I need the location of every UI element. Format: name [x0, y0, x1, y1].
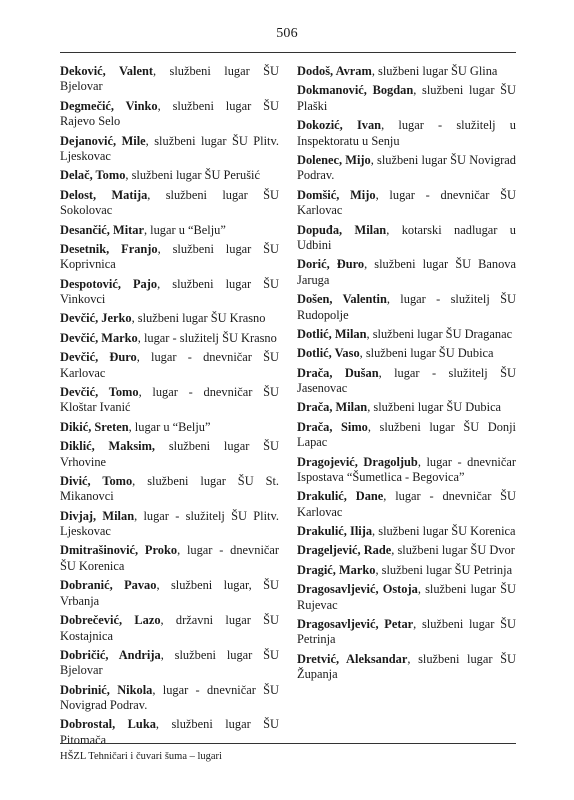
entry-name: Desančić, Mitar	[60, 222, 144, 237]
entry-name: Dretvić, Aleksandar	[297, 651, 408, 666]
register-entry	[297, 543, 516, 558]
entry-description: , službeni lugar ŠU Draganac	[366, 326, 513, 341]
entry-name: Dragosavljević, Petar	[297, 616, 414, 631]
entry-description: , lugar u “Belju”	[143, 222, 226, 237]
entry-description: , službeni lugar ŠU Dubica	[359, 346, 494, 361]
register-entry	[60, 277, 279, 308]
entry-name: Degmečić, Vinko	[60, 98, 158, 113]
entry-description: , lugar - dnevničar ŠU Karlovac	[297, 489, 516, 519]
entry-description: , službeni lugar ŠU Koprivnica	[60, 241, 280, 272]
entry-description: , lugar - služitelj ŠU Rudopolje	[297, 292, 516, 322]
register-entry	[297, 257, 516, 288]
entry-description: , kotarski nadlugar u Udbini	[297, 222, 517, 252]
entry-name: Dodoš, Avram	[297, 64, 372, 78]
register-entry	[60, 439, 279, 470]
entry-description: , lugar - dnevničar ŠU Korenica	[60, 543, 280, 573]
entry-description: , službeni lugar ŠU Bjelovar	[60, 64, 280, 94]
register-entry	[60, 311, 279, 326]
register-entry	[60, 64, 279, 95]
entry-name: Dotlić, Vaso	[297, 346, 360, 361]
entry-name: Despotović, Pajo	[60, 276, 158, 291]
entry-description: , lugar - dnevničar ŠU Kloštar Ivanić	[60, 384, 279, 415]
register-entry	[60, 242, 279, 273]
register-entry	[60, 331, 279, 346]
entry-description: , lugar - dnevničar ŠU Karlovac	[60, 350, 279, 380]
register-entry	[60, 350, 279, 381]
register-entry	[60, 188, 279, 219]
entry-name: Divić, Tomo	[60, 473, 133, 488]
register-entry	[60, 134, 279, 165]
entry-name: Dotlić, Milan	[297, 326, 367, 341]
entry-description: , lugar u “Belju”	[128, 419, 211, 434]
entry-name: Dragosavljević, Ostoja	[297, 582, 418, 597]
entry-name: Dolenec, Mijo	[297, 152, 371, 167]
entry-description: , službeni lugar ŠU Glina	[371, 64, 498, 78]
entry-name: Dejanović, Mile	[60, 133, 146, 148]
entry-name: Dokozić, Ivan	[297, 118, 382, 133]
entry-description: , službeni lugar ŠU Bjelovar	[60, 647, 279, 678]
entry-name: Dokmanović, Bogdan	[297, 83, 414, 98]
entry-name: Dobrečević, Lazo	[60, 613, 161, 628]
entry-name: Devčić, Tomo	[60, 384, 139, 399]
register-entry	[297, 83, 516, 114]
entry-description: , službeni lugar ŠU Plitv. Ljeskovac	[60, 133, 279, 164]
entry-name: Dobranić, Pavao	[60, 578, 157, 593]
entry-description: , službeni lugar ŠU Rajevo Selo	[60, 98, 279, 129]
entry-description: , službeni lugar ŠU Perušić	[125, 168, 260, 183]
register-entry	[60, 420, 279, 435]
entry-name: Delač, Tomo	[60, 168, 126, 183]
register-entry	[297, 400, 516, 415]
register-entry	[297, 366, 516, 397]
register-entry	[60, 385, 279, 416]
entry-description: službeni lugar ŠU Vrhovine	[60, 439, 280, 469]
right-column	[297, 64, 516, 687]
register-entry	[297, 563, 516, 578]
register-entry	[60, 509, 279, 540]
entry-name: Dikić, Sreten	[60, 419, 129, 434]
footer-divider	[60, 743, 516, 744]
register-entry	[60, 613, 279, 644]
entry-description: , lugar - služitelj ŠU Plitv. Ljeskovac	[60, 508, 279, 539]
register-entry	[297, 420, 516, 451]
register-entry	[60, 648, 279, 679]
register-entry	[297, 118, 516, 149]
entry-name: Domšić, Mijo	[297, 187, 376, 202]
register-entry	[60, 474, 279, 505]
left-column	[60, 64, 279, 752]
register-entry	[297, 327, 516, 342]
entry-name: Devčić, Đuro	[60, 350, 137, 365]
register-entry	[60, 578, 279, 609]
entry-description: , službeni lugar ŠU Dvor	[391, 543, 515, 558]
entry-name: Drakulić, Ilija	[297, 524, 373, 539]
entry-description: , službeni lugar ŠU Petrinja	[297, 616, 516, 647]
register-entry	[60, 99, 279, 130]
entry-description: , lugar - dnevničar Ispostava “Šumetlica - Begovica”	[297, 454, 516, 484]
entry-description: , službeni lugar ŠU Korenica	[372, 524, 516, 539]
register-entry	[297, 617, 516, 648]
register-entry	[297, 223, 516, 254]
entry-name: Drageljević, Rade	[297, 543, 392, 558]
entry-name: Dobričić, Andrija	[60, 647, 161, 662]
register-entry	[60, 543, 279, 574]
entry-name: Divjaj, Milan	[60, 508, 135, 523]
register-entry	[297, 652, 516, 683]
register-entry	[60, 168, 279, 183]
entry-description: , službeni lugar, ŠU Vrbanja	[60, 578, 279, 608]
entry-name: Devčić, Marko	[60, 330, 138, 345]
entry-description: , službeni lugar ŠU Sokolovac	[60, 187, 279, 218]
footer-text: HŠZL Tehničari i čuvari šuma – lugari	[60, 751, 222, 762]
entry-description: , lugar - služitelj ŠU Krasno	[137, 330, 277, 345]
entry-name: Drača, Milan	[297, 400, 368, 415]
entry-description: , državni lugar ŠU Kostajnica	[60, 613, 280, 643]
entry-name: Diklić, Maksim,	[60, 439, 156, 454]
entry-name: Drakulić, Dane	[297, 489, 384, 504]
entry-description: , službeni lugar ŠU Županja	[297, 651, 517, 682]
entry-description: , lugar - služitelj ŠU Jasenovac	[297, 365, 516, 396]
entry-description: , lugar - služitelj u Inspektoratu u Senju	[297, 118, 516, 148]
register-entry	[297, 524, 516, 539]
register-entry	[297, 346, 516, 361]
entry-name: Desetnik, Franjo	[60, 241, 158, 256]
register-entry	[60, 683, 279, 714]
entry-description: , službeni lugar ŠU Pitomača	[60, 717, 280, 747]
entry-description: , službeni lugar ŠU Vinkovci	[60, 276, 279, 307]
entry-name: Dorić, Đuro	[297, 257, 365, 272]
entry-description: , službeni lugar ŠU Banova Jaruga	[297, 257, 516, 287]
entry-description: , službeni lugar ŠU Rujevac	[297, 582, 517, 612]
entry-description: , službeni lugar ŠU St. Mikanovci	[60, 473, 279, 504]
entry-name: Dopuđa, Milan	[297, 222, 387, 237]
entry-name: Deković, Valent	[60, 64, 153, 78]
entry-description: , službeni lugar ŠU Novigrad Podrav.	[297, 152, 516, 183]
register-entry	[297, 188, 516, 219]
entry-description: , službeni lugar ŠU Donji Lapac	[297, 419, 516, 450]
entry-name: Drača, Dušan	[297, 365, 379, 380]
entry-name: Došen, Valentin	[297, 292, 387, 307]
entry-description: , službeni lugar ŠU Plaški	[297, 83, 517, 113]
entry-description: , službeni lugar ŠU Petrinja	[375, 562, 513, 577]
entry-name: Dragojević, Dragoljub	[297, 454, 418, 469]
entry-description: , službeni lugar ŠU Krasno	[131, 311, 266, 326]
register-entry	[60, 223, 279, 238]
register-entry	[297, 489, 516, 520]
page-number: 506	[276, 26, 298, 41]
entry-name: Dobrinić, Nikola	[60, 682, 153, 697]
register-entry	[297, 292, 516, 323]
entry-description: , službeni lugar ŠU Dubica	[367, 400, 502, 415]
entry-name: Drača, Simo	[297, 419, 368, 434]
entry-name: Dmitrašinović, Proko	[60, 543, 178, 558]
register-entry	[297, 455, 516, 486]
entry-name: Dragić, Marko	[297, 562, 376, 577]
entry-description: , lugar - dnevničar ŠU Karlovac	[297, 187, 516, 218]
entry-description: , lugar - dnevničar ŠU Novigrad Podrav.	[60, 682, 279, 713]
entry-name: Dobrostal, Luka	[60, 717, 156, 732]
header-divider	[60, 52, 516, 53]
entry-name: Devčić, Jerko	[60, 311, 132, 326]
register-entry	[297, 153, 516, 184]
entry-name: Delost, Matija	[60, 187, 148, 202]
register-entry	[297, 582, 516, 613]
register-entry	[297, 64, 516, 79]
